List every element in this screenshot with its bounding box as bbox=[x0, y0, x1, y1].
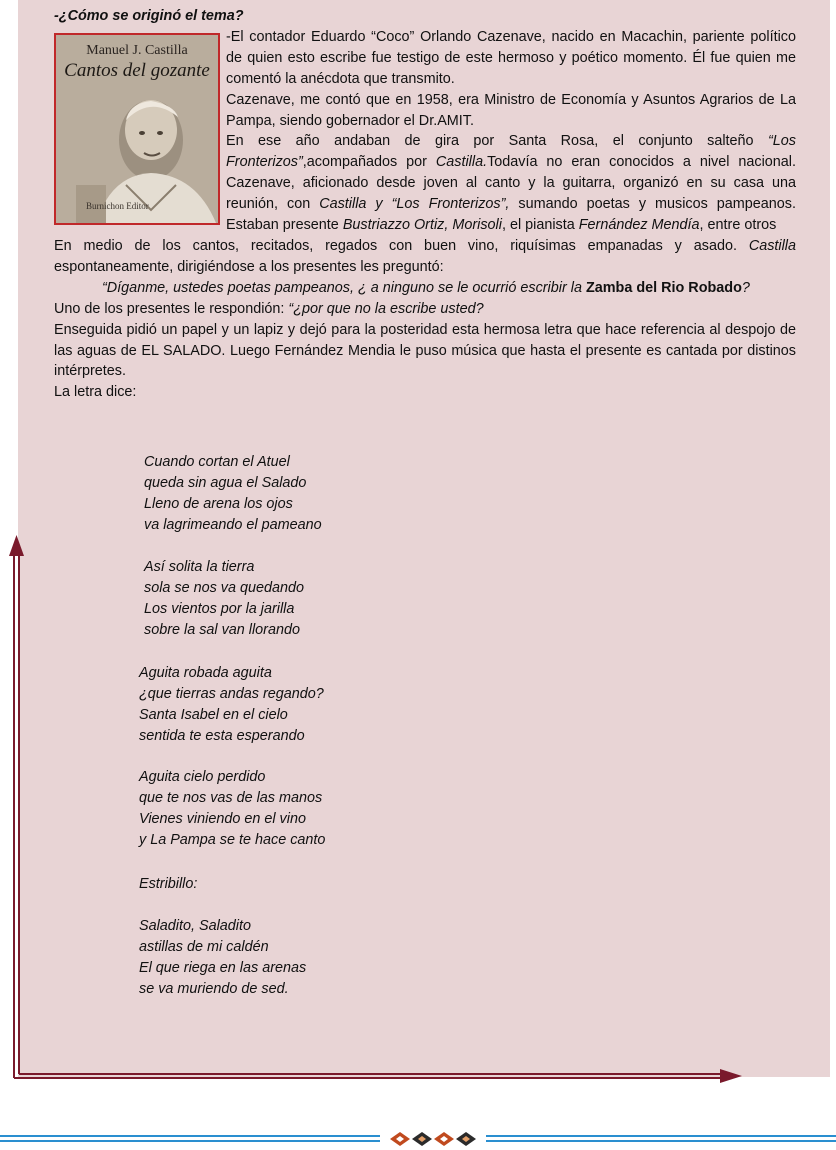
poem-line: sentida te esta esperando bbox=[139, 728, 305, 744]
poem-line: Cuando cortan el Atuel bbox=[144, 454, 290, 470]
paragraph-3: En ese año andaban de gira por Santa Rosa, el conjunto salteño “Los Fronterizos”,acompañados por Castilla.Todavía no eran conocidos a nivel nacional. Cazenave, aficionado desde joven al canto y la guitarra, organizó en su casa una reunión, con Castilla y “Los Fronterizos”, sumando poetas y musicos pampeanos. Estaban presente Bustriazzo Ortiz, Morisoli, el pianista Fernández Mendía, entre otros bbox=[226, 133, 797, 234]
estribillo-label: Estribillo: bbox=[139, 876, 198, 892]
poem-line: sola se nos va quedando bbox=[144, 580, 305, 596]
poem-stanza-4 bbox=[139, 767, 325, 851]
poem-line: Aguita robada aguita bbox=[139, 665, 272, 681]
poem-line: se va muriendo de sed. bbox=[139, 981, 289, 997]
poem-stanza-2 bbox=[144, 557, 304, 641]
poem-line: Aguita cielo perdido bbox=[139, 769, 266, 785]
quote-castilla: “Díganme, ustedes poetas pampeanos, ¿ a ninguno se le ocurrió escribir la Zamba del Rio Robado? bbox=[102, 279, 750, 296]
guarda-pampa-icon bbox=[386, 1130, 480, 1148]
footer-rule-right bbox=[486, 1136, 836, 1141]
paragraph-7: La letra dice: bbox=[54, 384, 137, 401]
poem-stanza-5 bbox=[139, 916, 306, 1000]
poem-line: Santa Isabel en el cielo bbox=[139, 707, 288, 723]
poem-line: ¿que tierras andas regando? bbox=[139, 686, 324, 702]
poem-line: Los vientos por la jarilla bbox=[144, 601, 295, 617]
poem-line: Lleno de arena los ojos bbox=[144, 496, 293, 512]
poem-line: va lagrimeando el pameano bbox=[144, 517, 322, 533]
cover-author: Manuel J. Castilla bbox=[86, 42, 188, 58]
poem-line: Así solita la tierra bbox=[144, 559, 255, 575]
poem-stanza-3 bbox=[139, 663, 324, 747]
article bbox=[54, 6, 796, 403]
paragraph-6: Enseguida pidió un papel y un lapiz y dejó para la posteridad esta hermosa letra que hace referencia al despojo de las aguas de EL SALADO. Luego Fernández Mendia le puso música que hasta el presente es cantada por distinos intérpretes. bbox=[54, 321, 796, 380]
poem-line: Vienes viniendo en el vino bbox=[139, 811, 306, 827]
poem-line: Saladito, Saladito bbox=[139, 918, 252, 934]
poem-line: y La Pampa se te hace canto bbox=[139, 832, 326, 848]
footer-ornament bbox=[0, 1129, 836, 1149]
book-cover-image bbox=[54, 33, 220, 225]
poem-line: queda sin agua el Salado bbox=[144, 475, 307, 491]
paragraph-1: -El contador Eduardo “Coco” Orlando Cazenave, nacido en Macachin, pariente político de quien esto escribe fue testigo de este hermoso y poético momento. Él fue quien me comentó la anécdota que transmito. bbox=[226, 28, 796, 87]
poem-line: sobre la sal van llorando bbox=[144, 622, 300, 638]
paragraph-2: Cazenave, me contó que en 1958, era Ministro de Economía y Asuntos Agrarios de La Pampa, siendo gobernador el Dr.AMIT. bbox=[226, 91, 796, 129]
poem-line: que te nos vas de las manos bbox=[139, 790, 323, 806]
paragraph-5: Uno de los presentes le respondión: “¿por que no la escribe usted? bbox=[54, 300, 484, 317]
footer-rule-left bbox=[0, 1136, 380, 1141]
cover-title: Cantos del gozante bbox=[64, 59, 210, 81]
poem-line: El que riega en las arenas bbox=[139, 960, 307, 976]
poem-stanza-1 bbox=[144, 452, 322, 536]
cover-publisher: Burnichon Editor bbox=[86, 201, 149, 211]
paragraph-4: En medio de los cantos, recitados, regados con buen vino, riquísimas empanadas y asado. Castilla espontaneamente, dirigiéndose a los presentes les preguntó: bbox=[54, 237, 796, 275]
poem-line: astillas de mi caldén bbox=[139, 939, 269, 955]
section-heading: -¿Cómo se originó el tema? bbox=[54, 8, 244, 24]
